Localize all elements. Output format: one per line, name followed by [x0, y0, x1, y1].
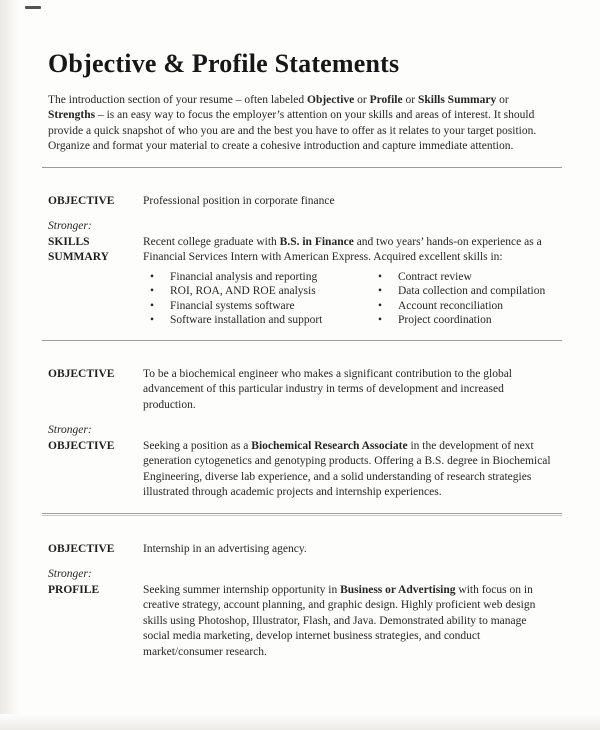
objective-text: [143, 367, 556, 414]
example-section-finance: [48, 194, 556, 328]
bullet-item: [143, 299, 371, 314]
text-segment: Internship in an advertising agency.: [143, 542, 307, 555]
objective-text: [143, 542, 556, 558]
bullet-item: [143, 284, 371, 299]
stronger-label: Stronger:: [48, 568, 92, 581]
bullet-icon: •: [150, 299, 155, 312]
bullet-text: Data collection and compilation: [398, 285, 546, 298]
bullet-text: Software installation and support: [170, 314, 323, 327]
skills-summary-content: [143, 235, 556, 328]
objective-text: [143, 194, 556, 210]
text-segment: To be a biochemical engineer who makes a significant contribution to the global advancement of this particular industry in terms of development and increased production.: [143, 367, 512, 411]
skills-summary-text: [143, 235, 556, 266]
bullet-column-right: [371, 270, 545, 328]
bullet-text: ROI, ROA, AND ROE analysis: [170, 285, 316, 298]
weak-statement-row: [48, 194, 556, 210]
text-segment: with focus on in creative strategy, account planning, and graphic design. Highly proficient web design skills using Photoshop, Illustrator, Flash, and Java. Demonstrated ability to manage social media marketing, develop internet business strategies, and conduct market/consumer research.: [143, 583, 536, 658]
example-section-biochemical: [48, 367, 556, 501]
objective-label: OBJECTIVE: [48, 367, 115, 380]
text-segment: or: [402, 93, 418, 106]
text-segment: Biochemical Research Associate: [251, 439, 408, 452]
bullet-icon: •: [150, 314, 155, 327]
text-segment: Objective: [307, 93, 355, 106]
bullet-item: [371, 270, 545, 285]
skills-summary-label: SKILLS SUMMARY: [48, 235, 109, 264]
text-segment: and two years’ hands-on experience as a Financial Services Intern with American Express. Acquired excellent skills in:: [143, 235, 542, 264]
weak-statement-row: [48, 542, 556, 558]
profile-label: PROFILE: [48, 583, 100, 596]
text-segment: in the development of next generation cytogenetics and genotyping products. Offering a B.S. degree in Biochemical Engineering, diverse lab experience, and a solid understanding of research strategies illustrated through academic projects and internship experiences.: [143, 439, 551, 499]
text-segment: – is an easy way to focus the employer’s attention on your skills and areas of interest. It should provide a quick snapshot of who you are and the best you have to offer as it relates to your target position. Organize and format your material to create a cohesive introduction and capture immediate attention.: [48, 109, 537, 153]
stronger-label: Stronger:: [48, 220, 92, 233]
bullet-column-left: [143, 270, 371, 328]
bullet-item: [371, 299, 545, 314]
objective-text: [143, 439, 556, 501]
bullet-item: [371, 313, 545, 328]
text-segment: Recent college graduate with: [143, 235, 280, 248]
strong-statement-row: [48, 235, 556, 328]
bullet-icon: •: [378, 270, 383, 283]
bullet-icon: •: [378, 285, 383, 298]
stronger-label: Stronger:: [48, 424, 92, 437]
bullet-text: Contract review: [398, 270, 472, 283]
objective-label: OBJECTIVE: [48, 439, 115, 452]
text-segment: or: [354, 93, 370, 106]
section-divider-3: [42, 513, 562, 516]
example-section-advertising: [48, 542, 556, 661]
bullet-icon: •: [378, 299, 383, 312]
text-segment: Seeking a position as a: [143, 439, 252, 452]
bullet-text: Project coordination: [398, 314, 492, 327]
bullet-text: Financial systems software: [170, 299, 295, 312]
skills-bullet-list: [143, 270, 556, 328]
bullet-item: [371, 284, 545, 299]
text-segment: Business or Advertising: [340, 583, 456, 596]
text-segment: Skills Summary: [417, 93, 497, 106]
text-segment: Professional position in corporate finance: [143, 194, 335, 207]
bullet-icon: •: [150, 270, 155, 283]
section-divider-1: [42, 167, 562, 168]
objective-label: OBJECTIVE: [48, 542, 115, 555]
strong-statement-row: [48, 583, 556, 661]
text-segment: B.S. in Finance: [279, 235, 354, 248]
bullet-icon: •: [150, 285, 155, 298]
text-segment: The introduction section of your resume – often labeled: [48, 93, 307, 106]
text-segment: Seeking summer internship opportunity in: [143, 583, 341, 596]
section-divider-2: [42, 340, 562, 341]
profile-text: [143, 583, 556, 661]
bullet-item: [143, 313, 371, 328]
bullet-text: Account reconciliation: [398, 299, 504, 312]
page-edge-bottom: [0, 714, 600, 730]
intro-paragraph: [48, 93, 556, 155]
bullet-text: Financial analysis and reporting: [170, 270, 318, 283]
page-title: Objective & Profile Statements: [48, 49, 400, 78]
text-segment: Strengths: [48, 109, 96, 122]
bullet-item: [143, 270, 371, 285]
strong-statement-row: [48, 439, 556, 501]
objective-label: OBJECTIVE: [48, 194, 115, 207]
bullet-icon: •: [378, 314, 383, 327]
text-segment: or: [496, 93, 509, 106]
text-segment: Profile: [369, 93, 403, 106]
weak-statement-row: [48, 367, 556, 414]
